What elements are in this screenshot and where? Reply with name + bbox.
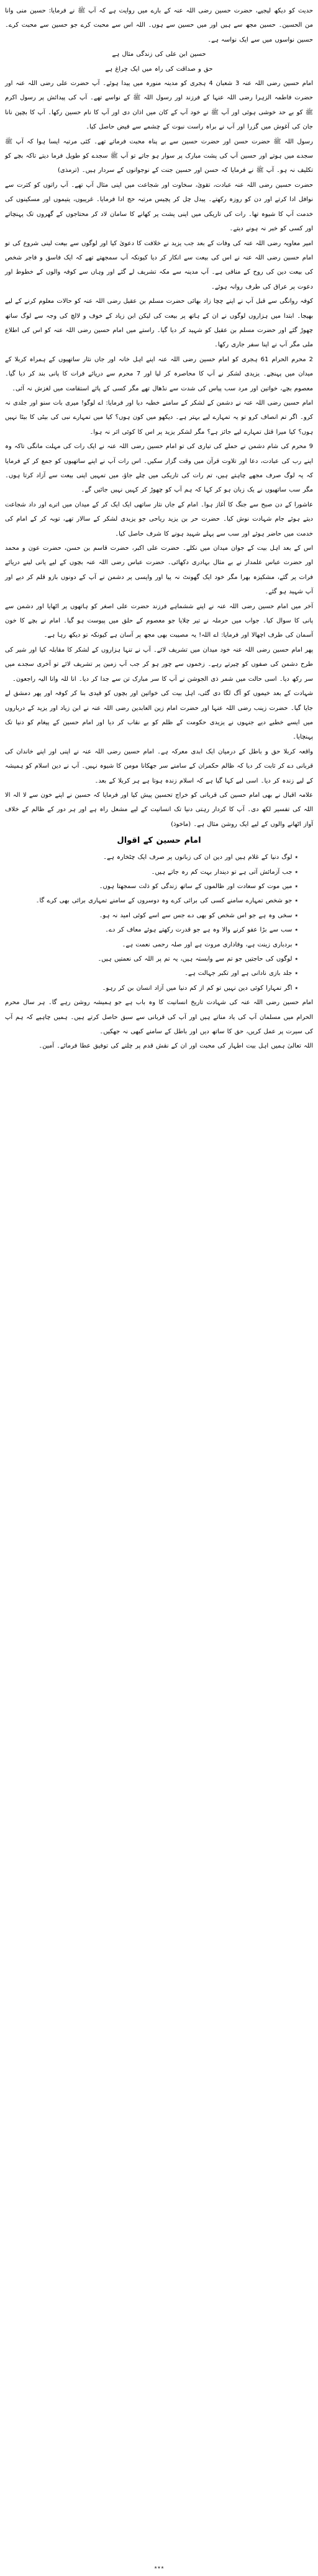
body-paragraph: پھر امام حسین رضی اللہ عنہ خود میدان میں تشریف لائے۔ آپ نے تنہا ہزاروں کے لشکر کا مقابلہ کیا اور شیر کی طرح دشمن کی صفوں کو چیرتے رہے۔ زخموں سے چور ہو کر جب آپ زمین پر تشریف لائے تو آخری سجدے میں سر رکھ دیا۔ اسی حالت میں شمر ذی الجوشن نے آپ کا سر مبارک تن سے جدا کر دیا۔ انا للہ وانا الیہ راجعون۔ <box>5 646 313 683</box>
closing-paragraph: امام حسین رضی اللہ عنہ کی شہادت تاریخ انسانیت کا وہ باب ہے جو ہمیشہ روشن رہے گا۔ ہر سال محرم الحرام میں مسلمان آپ کی یاد مناتے ہیں اور آپ کی قربانی سے سبق حاصل کرتے ہیں۔ ہمیں چاہیے کہ ہم آپ کی سیرت پر عمل کریں، حق کا ساتھ دیں اور باطل کے سامنے کبھی نہ جھکیں۔ <box>5 999 313 1036</box>
body-paragraph: اس کے بعد اہل بیت کے جوان میدان میں نکلے۔ حضرت علی اکبر، حضرت قاسم بن حسن، حضرت عون و محمد اور حضرت عباس علمدار نے بے مثال بہادری دکھائی۔ حضرت عباس رضی اللہ عنہ بچوں کے لیے پانی لینے دریائے فرات پر گئے، مشکیزہ بھرا مگر خود ایک گھونٹ نہ پیا اور واپسی پر دشمن نے آپ کے دونوں بازو قلم کر دیے اور آپ شہید ہو گئے۔ <box>5 545 313 596</box>
footer-mark: ٭٭٭ <box>153 2564 165 2571</box>
quote-list <box>5 850 313 995</box>
closing-paragraph: اللہ تعالیٰ ہمیں اہل بیت اطہار کی محبت اور ان کے نقش قدم پر چلنے کی توفیق عطا فرمائے۔ آمین۔ <box>39 1043 313 1050</box>
intro-paragraph: حدیث کو دیکھ لیجیے، حضرت حسین رضی اللہ عنہ کے بارے میں روایت ہے کہ آپ ﷺ نے فرمایا: حسین منی وانا من الحسین۔ حسین مجھ سے ہیں اور میں حسین سے ہوں۔ اللہ اس سے محبت کرے جو حسین سے محبت کرے۔ حسین نواسوں میں سے ایک نواسہ ہے۔ <box>5 7 313 43</box>
closing-paragraphs <box>5 995 313 1054</box>
body-paragraph: واقعہ کربلا حق و باطل کے درمیان ایک ابدی معرکہ ہے۔ امام حسین رضی اللہ عنہ نے اپنی اور اپنے خاندان کی قربانی دے کر ثابت کر دیا کہ ظالم حکمران کے سامنے سر جھکانا مومن کا شیوہ نہیں۔ آپ نے دین اسلام کو ہمیشہ کے لیے زندہ کر دیا۔ اسی لیے کہا گیا ہے کہ اسلام زندہ ہوتا ہے ہر کربلا کے بعد۔ <box>5 748 313 784</box>
section-title: امام حسین کے اقوال <box>117 836 201 846</box>
body-paragraph: علامہ اقبال نے بھی امام حسین کی قربانی کو خراج تحسین پیش کیا اور فرمایا کہ حسین نے اپنے خون سے لا الہ الا اللہ کی تفسیر لکھ دی۔ آپ کا کردار رہتی دنیا تک انسانیت کے لیے مشعل راہ ہے اور ہر دور کے ظالم کے خلاف آواز اٹھانے والوں کے لیے ایک روشن مثال ہے۔ (ماخوذ) <box>5 791 313 828</box>
article <box>0 0 318 1054</box>
quote-item: ٭ جب آزمائش آتی ہے تو دیندار بہت کم رہ جاتے ہیں۔ <box>151 868 298 876</box>
body-paragraph: امیر معاویہ رضی اللہ عنہ کی وفات کے بعد جب یزید نے خلافت کا دعویٰ کیا اور لوگوں سے بیعت لینی شروع کی تو امام حسین رضی اللہ عنہ نے اس کی بیعت سے انکار کر دیا کیونکہ آپ سمجھتے تھے کہ ایک فاسق و فاجر شخص کی بیعت دین کی روح کے منافی ہے۔ آپ مدینہ سے مکہ تشریف لے گئے اور وہاں سے کوفہ والوں کے خطوط اور دعوت پر عراق کی طرف روانہ ہوئے۔ <box>5 240 313 290</box>
body-paragraph: کوفہ روانگی سے قبل آپ نے اپنے چچا زاد بھائی حضرت مسلم بن عقیل رضی اللہ عنہ کو حالات معلوم کرنے کے لیے بھیجا۔ ابتدا میں ہزاروں لوگوں نے ان کے ہاتھ پر بیعت کی لیکن ابن زیاد کے خوف و لالچ کی وجہ سے لوگ ساتھ چھوڑ گئے اور حضرت مسلم بن عقیل کو شہید کر دیا گیا۔ راستے میں امام حسین رضی اللہ عنہ کو اس کی اطلاع ملی مگر آپ نے اپنا سفر جاری رکھا۔ <box>5 298 313 349</box>
body-paragraph: آخر میں امام حسین رضی اللہ عنہ نے اپنے ششماہے فرزند حضرت علی اصغر کو ہاتھوں پر اٹھایا اور دشمن سے پانی کا سوال کیا۔ جواب میں حرملہ نے تیر چلایا جو معصوم کے حلق میں پیوست ہو گیا۔ امام نے بچے کا خون آسمان کی طرف اچھالا اور فرمایا: اے اللہ! یہ مصیبت بھی مجھ پر آسان ہے کیونکہ تو دیکھ رہا ہے۔ <box>5 603 313 639</box>
quote-item: ٭ لوگ دنیا کے غلام ہیں اور دین ان کی زبانوں پر صرف ایک چٹخارہ ہے۔ <box>103 854 298 861</box>
body-paragraph: 2 محرم الحرام 61 ہجری کو امام حسین رضی اللہ عنہ اپنے اہل خانہ اور جاں نثار ساتھیوں کے ہمراہ کربلا کے میدان میں پہنچے۔ یزیدی لشکر نے آپ کا محاصرہ کر لیا اور 7 محرم سے دریائے فرات کا پانی بند کر دیا گیا۔ معصوم بچے، خواتین اور مرد سب پیاس کی شدت سے نڈھال تھے مگر کسی کے پائے استقامت میں لغزش نہ آئی۔ <box>5 356 313 392</box>
poem-line: حسین ابن علی کی زندگی مثال ہے <box>112 51 206 58</box>
body-paragraph: امام حسین رضی اللہ عنہ 3 شعبان 4 ہجری کو مدینہ منورہ میں پیدا ہوئے۔ آپ حضرت علی رضی اللہ عنہ اور حضرت فاطمہ الزہرا رضی اللہ عنہا کے فرزند اور رسول اللہ ﷺ کے نواسے تھے۔ آپ کی پیدائش پر رسول اکرم ﷺ کو بے حد خوشی ہوئی اور آپ ﷺ نے خود آپ کے کان میں اذان دی اور آپ کا نام حسین رکھا۔ آپ کا بچپن نانا جان کی آغوش میں گزرا اور آپ نے براہ راست نبوت کے چشمے سے فیض حاصل کیا۔ <box>5 80 314 131</box>
body-paragraph: شہادت کے بعد خیموں کو آگ لگا دی گئی، اہل بیت کی خواتین اور بچوں کو قیدی بنا کر کوفہ اور پھر دمشق لے جایا گیا۔ حضرت زینب رضی اللہ عنہا اور حضرت امام زین العابدین رضی اللہ عنہ نے ابن زیاد اور یزید کے درباروں میں ایسے خطبے دیے جنہوں نے یزیدی حکومت کے ظلم کو بے نقاب کر دیا اور امام حسین کے پیغام کو دنیا تک پہنچایا۔ <box>5 690 313 741</box>
body-paragraph: حضرت حسین رضی اللہ عنہ عبادت، تقویٰ، سخاوت اور شجاعت میں اپنی مثال آپ تھے۔ آپ راتوں کو کثرت سے نوافل ادا کرتے اور دن کو روزہ رکھتے۔ پیدل چل کر پچیس مرتبہ حج ادا فرمایا۔ غریبوں، یتیموں اور مسکینوں کی خدمت آپ کا شیوہ تھا۔ رات کی تاریکی میں اپنی پشت پر کھانے کا سامان لاد کر محتاجوں کے گھروں تک پہنچاتے اور کسی کو خبر نہ ہونے دیتے۔ <box>5 181 313 233</box>
poem <box>5 47 313 76</box>
body-paragraphs <box>5 76 313 832</box>
quote-item: ٭ اگر تمہارا کوئی دین نہیں تو کم از کم دنیا میں آزاد انسان بن کر رہو۔ <box>102 984 298 992</box>
body-paragraph: امام حسین رضی اللہ عنہ نے دشمن کے لشکر کے سامنے خطبہ دیا اور فرمایا: اے لوگو! میری بات سنو اور جلدی نہ کرو۔ اگر تم انصاف کرو تو یہ تمہارے لیے بہتر ہے۔ دیکھو میں کون ہوں؟ کیا میں تمہارے نبی کی بیٹی کا بیٹا نہیں ہوں؟ کیا میرا قتل تمہارے لیے جائز ہے؟ مگر لشکر یزید پر اس کا کوئی اثر نہ ہوا۔ <box>5 399 313 436</box>
quote-item: ٭ بردباری زینت ہے، وفاداری مروت ہے اور صلہ رحمی نعمت ہے۔ <box>122 941 298 948</box>
quote-item: ٭ لوگوں کی حاجتیں جو تم سے وابستہ ہیں، یہ تم پر اللہ کی نعمتیں ہیں۔ <box>98 956 298 963</box>
quote-item: ٭ سخی وہ ہے جو اس شخص کو بھی دے جس سے اسے کوئی امید نہ ہو۔ <box>99 912 298 919</box>
quote-item: ٭ جو شخص تمہارے سامنے کسی کی برائی کرے وہ دوسروں کے سامنے تمہاری برائی بھی کرے گا۔ <box>35 897 298 905</box>
body-paragraph: 9 محرم کی شام دشمن نے حملے کی تیاری کی تو امام حسین رضی اللہ عنہ نے ایک رات کی مہلت مانگی تاکہ وہ اپنے رب کی عبادت، دعا اور تلاوت قرآن میں وقت گزار سکیں۔ اس رات آپ نے اپنے ساتھیوں کو جمع کر کے فرمایا کہ یہ لوگ صرف مجھے چاہتے ہیں، تم رات کی تاریکی میں چلے جاؤ، میں تمہیں اپنی بیعت سے آزاد کرتا ہوں۔ مگر سب ساتھیوں نے یک زبان ہو کر کہا کہ ہم آپ کو چھوڑ کر کہیں نہیں جائیں گے۔ <box>5 443 313 494</box>
body-paragraph: عاشورا کے دن صبح سے جنگ کا آغاز ہوا۔ امام کے جاں نثار ساتھی ایک ایک کر کے میدان میں اترے اور داد شجاعت دیتے ہوئے جام شہادت نوش کیا۔ حضرت حر بن یزید ریاحی جو یزیدی لشکر کے سالار تھے، توبہ کر کے امام کی خدمت میں حاضر ہوئے اور سب سے پہلے شہید ہونے کا شرف حاصل کیا۔ <box>5 501 313 537</box>
body-paragraph: رسول اللہ ﷺ حضرت حسن اور حضرت حسین سے بے پناہ محبت فرماتے تھے۔ کئی مرتبہ ایسا ہوا کہ آپ ﷺ سجدے میں ہوتے اور حسین آپ کی پشت مبارک پر سوار ہو جاتے تو آپ ﷺ سجدے کو طویل فرما دیتے تاکہ بچے کو تکلیف نہ ہو۔ آپ ﷺ نے فرمایا کہ حسن اور حسین جنت کے نوجوانوں کے سردار ہیں۔ (ترمذی) <box>5 138 313 174</box>
poem-line: حق و صداقت کی راہ میں ایک چراغ ہے <box>105 65 213 73</box>
quote-item: ٭ سب سے بڑا عفو کرنے والا وہ ہے جو قدرت رکھتے ہوئے معاف کر دے۔ <box>105 927 298 934</box>
quote-item: ٭ میں موت کو سعادت اور ظالموں کے ساتھ زندگی کو ذلت سمجھتا ہوں۔ <box>99 882 298 890</box>
quote-item: ٭ جلد بازی نادانی ہے اور تکبر جہالت ہے۔ <box>184 970 298 977</box>
